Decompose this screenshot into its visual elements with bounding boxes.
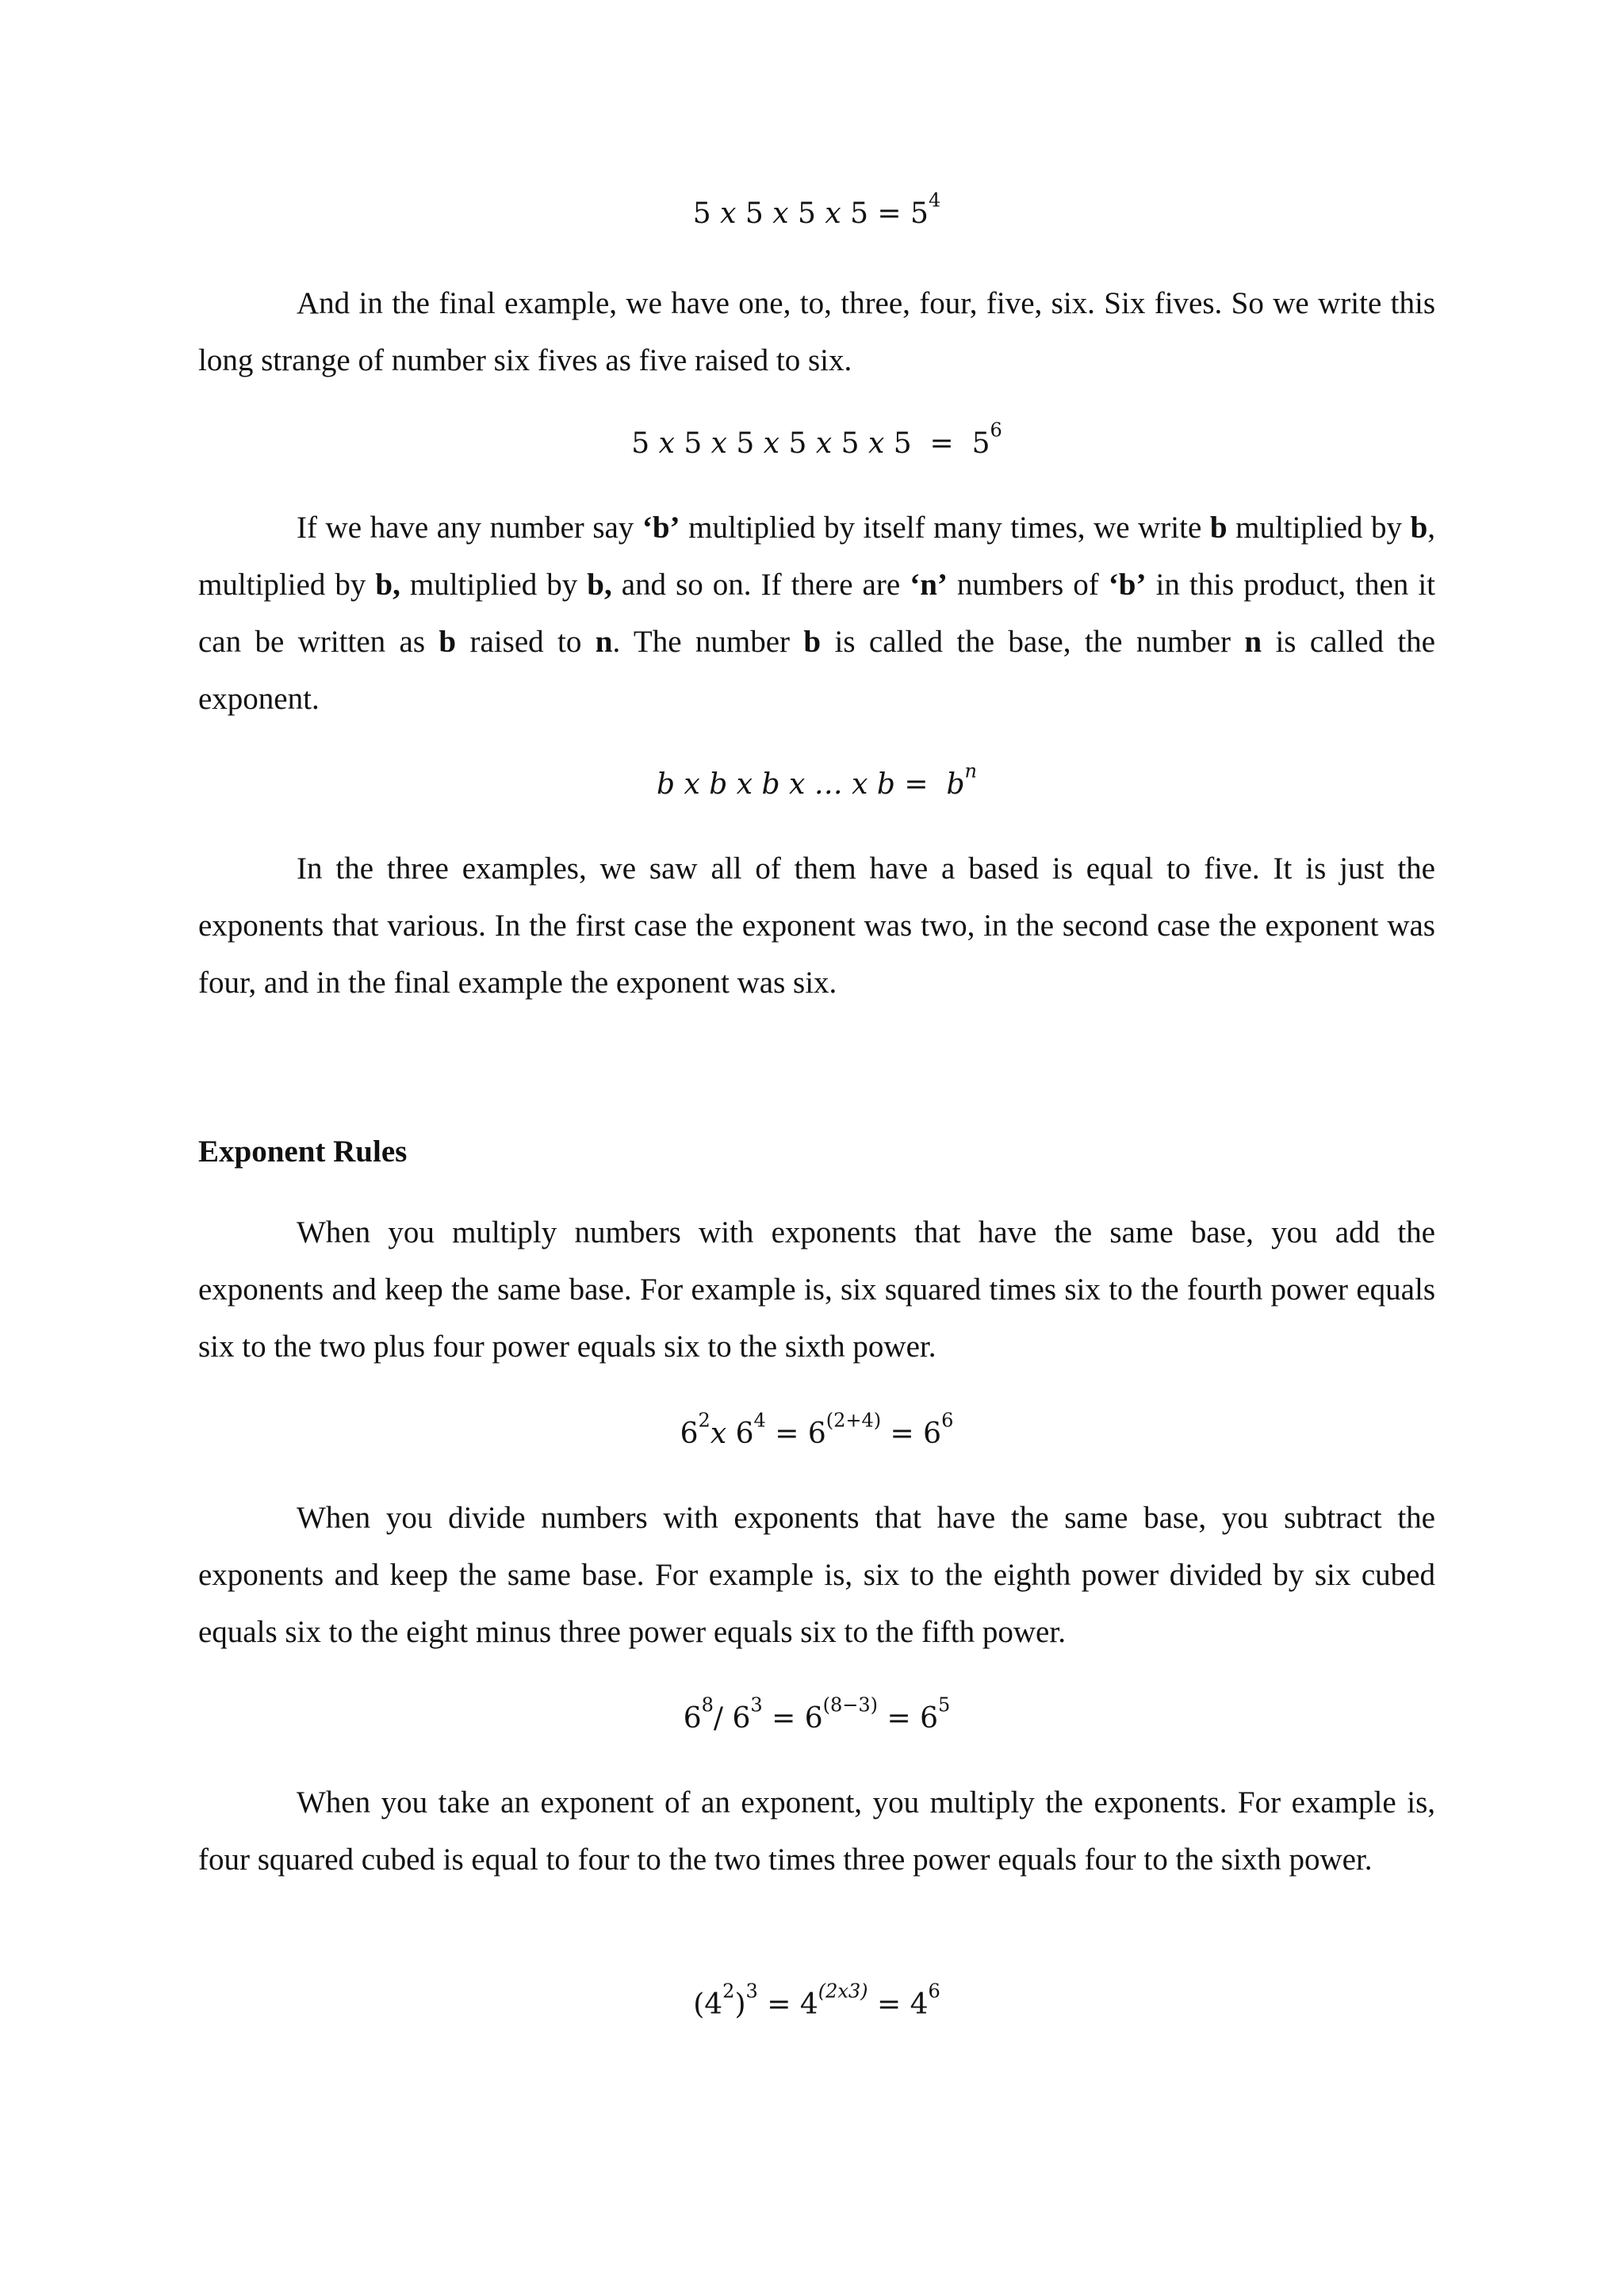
eq-exponent: 4 [928,189,941,212]
eq-term: 5 [788,197,825,230]
bold-run: ‘b’ [1108,568,1147,602]
eq-term: = 6 [878,1702,938,1735]
paragraph-base-exponent-definition [198,499,1435,728]
eq-times: x [658,427,675,460]
paragraph-divide-rule: When you divide numbers with exponents that have the same base, you subtract the exponents and keep the same base. For example is, six to the eighth power divided by six cubed equals six to the eight minus three power equals six to the fifth power. [198,1501,1435,1649]
eq-exponent: 2 [722,1980,735,2003]
text-run: in this product, then it can be written as [198,568,1435,659]
equation-five-to-four [198,190,1435,238]
paragraph-final-example: And in the final example, we have one, to, three, four, five, six. Six fives. So we write this long strange of number six fives as five raised to six. [198,286,1435,377]
eq-exponent: 3 [745,1980,758,2003]
eq-times: x [772,197,789,230]
eq-exponent: (2x3) [818,1980,868,2003]
bold-run: b [803,625,822,659]
eq-term: = 6 [881,1418,942,1450]
eq-term: 6 [680,1418,699,1450]
eq-times: x [825,197,841,230]
equation-divide [198,1695,1435,1743]
eq-term: (4 [693,1988,723,2021]
eq-exponent: 3 [750,1693,763,1716]
text-run: numbers of [947,568,1109,602]
eq-term: 6 [683,1702,702,1735]
paragraph-power-rule: When you take an exponent of an exponent, you multiply the exponents. For example is, four squared cubed is equal to four to the two times three power equals four to the sixth power. [198,1785,1435,1877]
text-run: If we have any number say [297,511,642,545]
eq-term: 5 = 5 [841,197,929,230]
equation-b-to-n [198,761,1435,809]
bold-run: b [1410,511,1428,545]
eq-exponent: 5 [937,1693,951,1716]
eq-exponent: (2+4) [825,1409,882,1432]
eq-term: 5 [726,427,764,460]
eq-term: = 4 [868,1988,929,2021]
eq-exponent: n [964,760,977,783]
paragraph-three-examples: In the three examples, we saw all of them have a based is equal to five. It is just the exponents that various. In the first case the exponent was two, in the second case the exponent was four, and in the final example the exponent was six. [198,851,1435,1000]
bold-run: ‘b’ [642,511,680,545]
text-run: multiplied by [400,568,588,602]
eq-term: ) [734,1988,746,2021]
bold-run: b, [375,568,400,602]
equation-five-to-six [198,420,1435,468]
eq-exponent: 6 [990,419,1002,442]
eq-term: = 6 [762,1702,823,1735]
text-run: multiplied by itself many times, we write [680,511,1210,545]
bold-run: n [595,625,613,659]
eq-term: 5 [779,427,816,460]
eq-term: 5 [674,427,711,460]
eq-exponent: 8 [701,1693,714,1716]
eq-term: = 4 [757,1988,818,2021]
bold-run: n [1244,625,1262,659]
eq-term: / 6 [713,1702,751,1735]
text-run: raised to [456,625,596,659]
paragraph-multiply-rule: When you multiply numbers with exponents that have the same base, you add the exponents and keep the same base. For example is, six squared times six to the fourth power equals six to the two plus four power equals six to the sixth power. [198,1215,1435,1364]
eq-term: 5 [692,197,721,230]
text-run: multiplied by [1227,511,1411,545]
eq-times: x [763,427,780,460]
eq-exponent: 4 [753,1409,766,1432]
eq-times: x [868,427,885,460]
eq-exponent: 6 [941,1409,954,1432]
bold-run: b [439,625,457,659]
bold-run: ‘n’ [910,568,948,602]
equation-power [198,1981,1435,2029]
eq-term: 5 [832,427,868,460]
eq-times: x [710,1418,727,1450]
bold-run: b [1209,511,1228,545]
eq-times: x [815,427,833,460]
section-heading: Exponent Rules [198,1135,408,1169]
eq-term: = 6 [765,1418,826,1450]
text-run: . The number [612,625,804,659]
eq-times: x [720,197,737,230]
equation-multiply [198,1410,1435,1458]
eq-exponent: 2 [698,1409,710,1432]
eq-term: 5 [631,427,659,460]
eq-term: 5 [736,197,773,230]
eq-term: 6 [726,1418,754,1450]
text-run: , multiplied by [198,511,1436,602]
eq-term: b x b x b x … x b = b [657,768,965,801]
text-run: and so on. If there are [611,568,910,602]
text-run: is called the exponent. [198,625,1435,716]
text-run: is called the base, the number [821,625,1245,659]
eq-exponent: 6 [928,1980,940,2003]
eq-exponent: (8−3) [822,1693,879,1716]
eq-term: 5 = 5 [884,427,990,460]
bold-run: b, [587,568,612,602]
eq-times: x [710,427,727,460]
